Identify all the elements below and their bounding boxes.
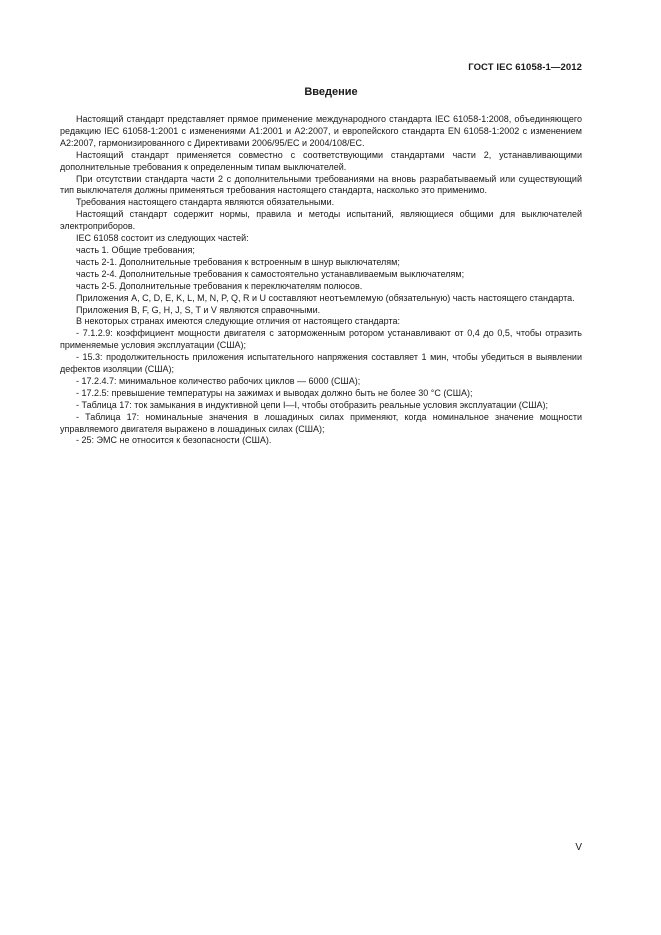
- paragraph: Требования настоящего стандарта являются обязательными.: [76, 197, 335, 208]
- paragraph: Приложения А, С, D, E, K, L, M, N, P, Q, R и U составляют неотъемлемую (обязательную) часть настоящего стандарта.: [76, 292, 575, 303]
- list-item: часть 1. Общие требования;: [76, 244, 195, 255]
- list-item: - 15.3: продолжительность приложения испытательного напряжения составляет 1 мин, чтобы убедиться в выявлении дефектов изоляции (США);: [60, 352, 582, 375]
- list-item: - Таблица 17: ток замыкания в индуктивной цепи I—I, чтобы отобразить реальные условия эксплуатации (США);: [76, 399, 549, 410]
- paragraph: IEC 61058 состоит из следующих частей:: [76, 233, 249, 244]
- list-item: часть 2-5. Дополнительные требования к переключателям полюсов.: [76, 280, 363, 291]
- list-item: - 17.2.5: превышение температуры на зажимах и выводах должно быть не более 30 °С (США);: [76, 387, 473, 398]
- paragraph: Настоящий стандарт представляет прямое применение международного стандарта IEC 61058-1:2008, объединяющего редакцию IEC 61058-1:2001 с изменениями А1:2001 и А2:2007, и европейского стандарта EN 61058-1:2002 с изменением А2:2007, гармонизированного с Директивами 2006/95/ЕС и 2004/108/ЕС.: [60, 114, 582, 148]
- body-text: [60, 114, 582, 447]
- list-item: часть 2-4. Дополнительные требования к самостоятельно устанавливаемым выключателям;: [76, 268, 465, 279]
- list-item: - 7.1.2.9: коэффициент мощности двигателя с заторможенным ротором устанавливают от 0,4 до 0,5, чтобы отразить применяемые условия эксплуатации (США);: [60, 328, 582, 351]
- page-number: V: [575, 842, 582, 853]
- list-item: - 25: ЭМС не относится к безопасности (США).: [76, 435, 272, 446]
- list-item: - 17.2.4.7: минимальное количество рабочих циклов — 6000 (США);: [76, 375, 361, 386]
- list-item: - Таблица 17: номинальные значения в лошадиных силах применяют, когда номинальное значение мощности управляемого двигателя выражено в лошадиных силах (США);: [60, 411, 582, 434]
- paragraph: Настоящий стандарт применяется совместно с соответствующими стандартами части 2, устанавливающими дополнительные требования к определенным типам выключателей.: [60, 149, 582, 172]
- section-title: Введение: [304, 86, 358, 98]
- list-item: часть 2-1. Дополнительные требования к встроенным в шнур выключателям;: [76, 256, 400, 267]
- document-header: ГОСТ IEC 61058-1—2012: [468, 62, 582, 73]
- paragraph: Настоящий стандарт содержит нормы, правила и методы испытаний, являющиеся общими для выключателей электроприборов.: [60, 209, 582, 232]
- paragraph: При отсутствии стандарта части 2 с дополнительными требованиями на вновь разрабатываемый или существующий тип выключателя должны применяться требования настоящего стандарта, насколько это применимо.: [60, 173, 582, 196]
- paragraph: В некоторых странах имеются следующие отличия от настоящего стандарта:: [76, 316, 400, 327]
- paragraph: Приложения В, F, G, H, J, S, T и V являются справочными.: [76, 304, 321, 315]
